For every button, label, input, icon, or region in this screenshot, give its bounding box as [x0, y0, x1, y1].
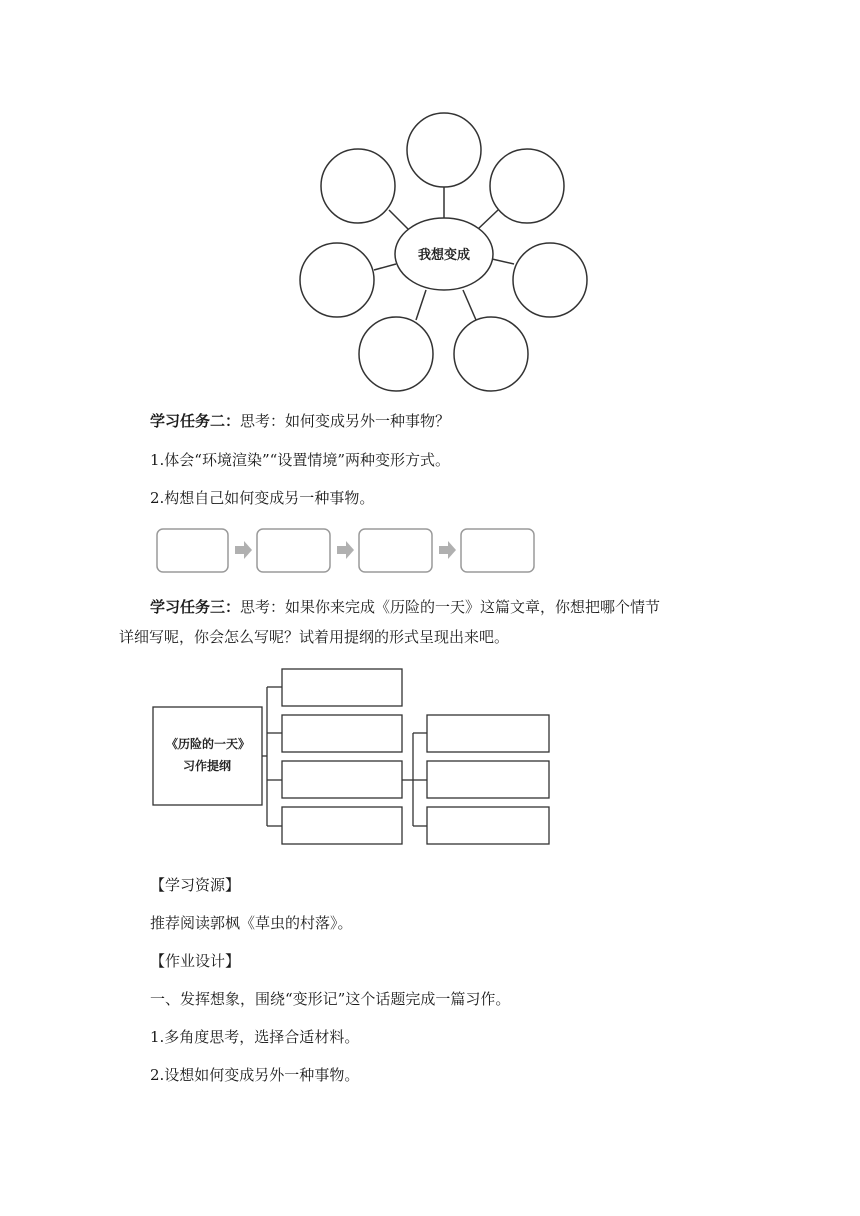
flow-row	[157, 529, 534, 572]
mindmap-circle-lower-right	[454, 317, 528, 391]
mindmap-circle-right	[513, 243, 587, 317]
connector-line	[416, 290, 426, 320]
task2-item-1: 1.体会“环境渲染”“设置情境”两种变形方式。	[150, 451, 450, 469]
outline-box-left-2	[282, 715, 402, 752]
task3-line1: 思考：如果你来完成《历险的一天》这篇文章，你想把哪个情节	[240, 598, 661, 616]
mindmap-circle-top	[407, 113, 481, 187]
connector-line	[478, 210, 498, 229]
arrow-right-icon	[439, 541, 456, 559]
mindmap-circle-upper-right	[490, 149, 564, 223]
task2-paragraph	[150, 410, 450, 432]
resources-heading: 【学习资源】	[150, 876, 241, 894]
outline-diagram	[153, 669, 549, 844]
mindmap-circle-left	[300, 243, 374, 317]
homework-heading: 【作业设计】	[150, 952, 241, 970]
homework-item-0: 一、发挥想象，围绕“变形记”这个话题完成一篇习作。	[150, 990, 511, 1008]
outline-box-right-2	[427, 761, 549, 798]
flow-box-1	[157, 529, 228, 572]
arrow-right-icon	[337, 541, 354, 559]
task2-item-2: 2.构想自己如何变成另一种事物。	[150, 489, 375, 507]
connector-line	[463, 290, 476, 320]
outline-title-line1: 《历险的一天》	[165, 737, 251, 751]
connector-line	[389, 210, 408, 229]
outline-box-right-3	[427, 807, 549, 844]
outline-title-box	[153, 707, 262, 805]
mindmap-center-label: 我想变成	[417, 248, 471, 263]
outline-box-right-1	[427, 715, 549, 752]
outline-title-line2: 习作提纲	[182, 759, 232, 773]
mindmap-circle-upper-left	[321, 149, 395, 223]
resources-text: 推荐阅读郭枫《草虫的村落》。	[150, 914, 353, 932]
connector-line	[374, 264, 396, 270]
task3-paragraph	[150, 596, 660, 618]
homework-item-2: 2.设想如何变成另外一种事物。	[150, 1066, 360, 1084]
task3-heading: 学习任务三：	[150, 598, 241, 616]
mindmap-circle-lower-left	[359, 317, 433, 391]
task2-text: 思考：如何变成另外一种事物？	[240, 412, 451, 430]
flow-box-3	[359, 529, 432, 572]
outline-box-left-3	[282, 761, 402, 798]
outline-box-left-4	[282, 807, 402, 844]
task2-heading: 学习任务二：	[150, 412, 241, 430]
arrow-right-icon	[235, 541, 252, 559]
homework-item-1: 1.多角度思考，选择合适材料。	[150, 1028, 360, 1046]
flow-box-4	[461, 529, 534, 572]
flow-box-2	[257, 529, 330, 572]
task3-line2: 详细写呢，你会怎么写呢？试着用提纲的形式呈现出来吧。	[119, 628, 510, 646]
connector-line	[492, 259, 514, 264]
outline-box-left-1	[282, 669, 402, 706]
